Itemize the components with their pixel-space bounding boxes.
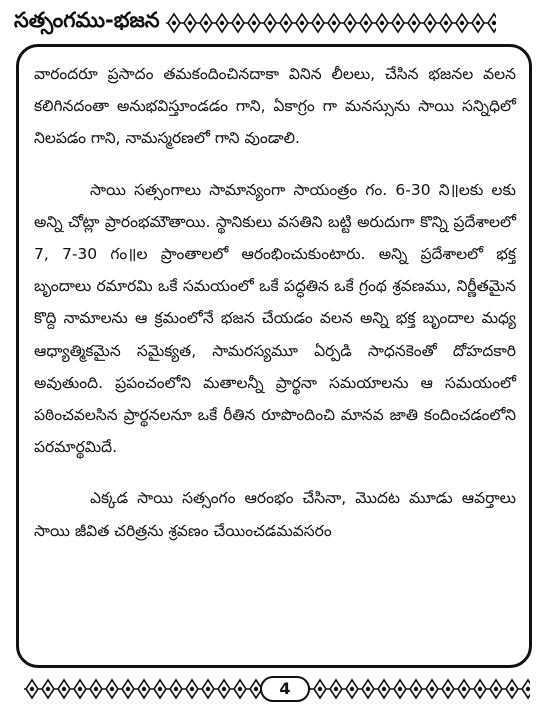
body-text — [34, 58, 516, 566]
ornament-icon — [166, 12, 496, 34]
paragraph-2: సాయి సత్సంగాలు సామాన్యంగా సాయంత్రం గం. 6-30 ని॥లకు లకు అన్ని చోట్లా ప్రారంభమౌతాయి. స్థానికులు వసతిని బట్టి అరుదుగా కొన్ని ప్రదేశాలలో 7, 7-30 గం॥ల ప్రాంతాలలో ఆరంభించుకుంటారు. అన్ని ప్రదేశాలలో భక్త బృందాలు రమారమి ఒకే సమయంలో ఒకే పద్ధతిన ఒకే గ్రంథ శ్రవణము, నిర్ణీతమైన కొద్ది నామాలను ఆ క్రమంలోనే భజన చేయడం వలన అన్ని భక్త బృందాల మధ్య ఆధ్యాత్మికమైన సమైక్యత, సామరస్యమూ ఏర్పడి సాధనకెంతో దోహదకారి అవుతుంది. ప్రపంచంలోని మతాలన్నీ ప్రార్థనా సమయాలను ఆ సమయంలో పఠించవలసిన ప్రార్థనలనూ ఒకే రీతిన రూపొందించి మానవ జాతి కందించడంలోని పరమార్థమిదే. — [34, 180, 516, 457]
header-title: సత్సంగము-భజన — [14, 8, 160, 32]
page-number: 4 — [260, 676, 310, 702]
running-header — [14, 6, 539, 40]
paragraph-1: వారందరూ ప్రసాదం తమకందించినదాకా వినిన లీలలు, చేసిన భజనల వలన కలిగినదంతా అనుభవిస్తూండడం గాని, ఏకాగ్రం గా మనస్సును సాయి సన్నిధిలో నిలపడం గాని, నామస్మరణలో గాని వుండాలి. — [34, 65, 516, 148]
paragraph-3: ఎక్కడ సాయి సత్సంగం ఆరంభం చేసినా, మొదట మూడు ఆవర్తాలు సాయి జీవిత చరిత్రను శ్రవణం చేయించడమవసరం — [34, 489, 516, 540]
footer — [24, 674, 530, 704]
header-ornament-border — [166, 12, 539, 34]
